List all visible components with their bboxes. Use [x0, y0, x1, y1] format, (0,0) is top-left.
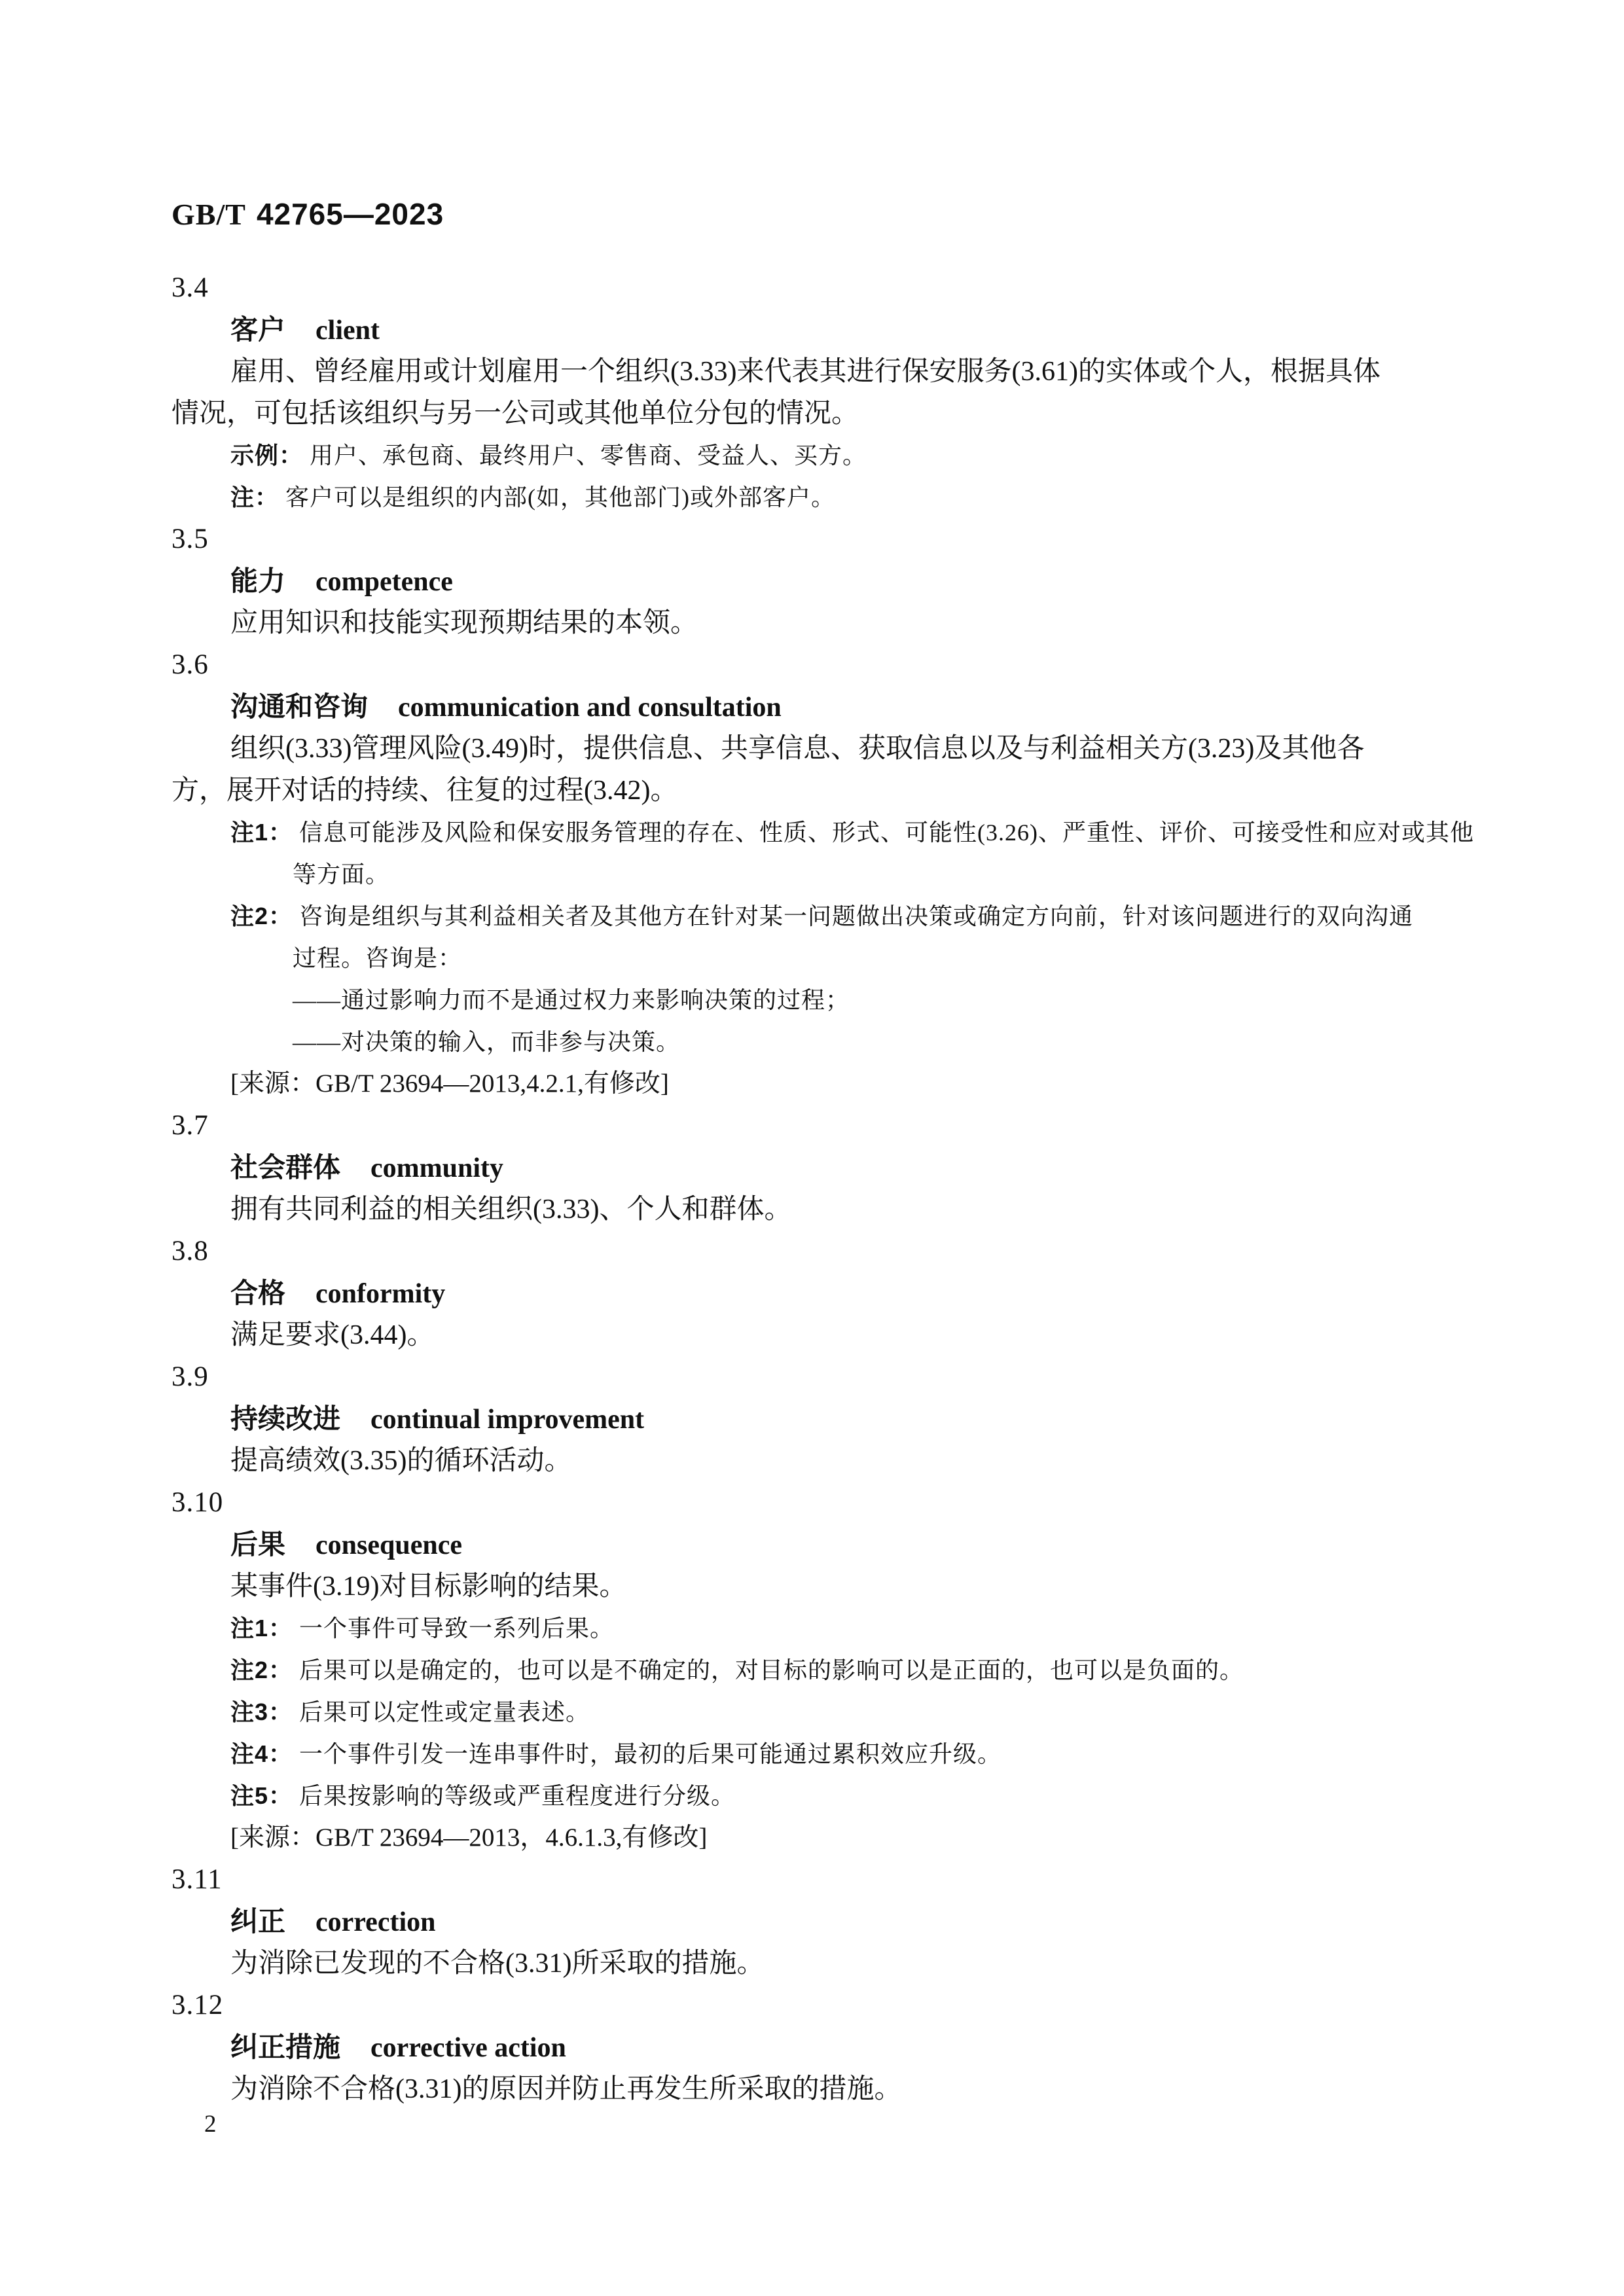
section-number: 3.4 [171, 272, 209, 303]
note-label: 注： [230, 484, 280, 511]
note-text: 信息可能涉及风险和保安服务管理的存在、性质、形式、可能性(3.26)、严重性、评价、可接受性和应对或其他 [299, 819, 1475, 846]
definition-line: 满足要求(3.44)。 [230, 1320, 435, 1350]
term-en: communication and consultation [398, 692, 782, 723]
definition-line: 雇用、曾经雇用或计划雇用一个组织(3.33)来代表其进行保安服务(3.61)的实体或个人，根据具体 [230, 357, 1380, 387]
term-line [171, 1147, 1443, 1189]
note-text: 后果按影响的等级或严重程度进行分级。 [299, 1783, 736, 1809]
term-zh: 社会群体 [230, 1152, 341, 1183]
note-line [171, 895, 1443, 937]
document-code-prefix: GB/T [171, 198, 246, 231]
page-number: 2 [204, 2111, 217, 2138]
section-number: 3.6 [171, 649, 209, 680]
note-text: 客户可以是组织的内部(如，其他部门)或外部客户。 [285, 484, 835, 511]
term-en: community [370, 1153, 504, 1183]
term-en: client [316, 315, 380, 346]
term-en: corrective action [370, 2033, 566, 2063]
definition-line: 为消除已发现的不合格(3.31)所采取的措施。 [230, 1948, 765, 1979]
note-text: 咨询是组织与其利益相关者及其他方在针对某一问题做出决策或确定方向前，针对该问题进行的双向沟通 [299, 903, 1414, 929]
document-code [171, 196, 444, 232]
section-number: 3.9 [171, 1361, 209, 1392]
note-label: 注3： [230, 1698, 293, 1725]
note-text: 一个事件可导致一系列后果。 [299, 1615, 615, 1641]
definition-line: 组织(3.33)管理风险(3.49)时，提供信息、共享信息、获取信息以及与利益相关方(3.23)及其他各 [230, 734, 1365, 764]
note-line [171, 1649, 1443, 1691]
term-line [171, 1272, 1443, 1314]
note-line [171, 435, 1443, 476]
note-text: 后果可以是确定的，也可以是不确定的，对目标的影响可以是正面的，也可以是负面的。 [299, 1657, 1244, 1683]
term-en: correction [316, 1907, 436, 1937]
dash-list-item: ——对决策的输入，而非参与决策。 [293, 1029, 681, 1055]
note-line [171, 1607, 1443, 1649]
note-text: 一个事件引发一连串事件时，最初的后果可能通过累积效应升级。 [299, 1741, 1002, 1767]
content [171, 267, 1475, 2110]
note-label: 注1： [230, 1615, 293, 1641]
note-label: 注5： [230, 1782, 293, 1809]
definition-line-continued: 情况，可包括该组织与另一公司或其他单位分包的情况。 [171, 399, 859, 429]
source-line: [来源：GB/T 23694—2013，4.6.1.3,有修改] [230, 1823, 708, 1852]
term-en: continual improvement [370, 1405, 645, 1435]
note-label: 示例： [230, 442, 304, 469]
term-zh: 能力 [230, 565, 286, 596]
section-number: 3.12 [171, 1990, 224, 2020]
term-line [171, 686, 1443, 728]
note-line [171, 1733, 1443, 1775]
source-line: [来源：GB/T 23694—2013,4.2.1,有修改] [230, 1069, 669, 1098]
definition-line: 为消除不合格(3.31)的原因并防止再发生所采取的措施。 [230, 2074, 902, 2104]
term-zh: 沟通和咨询 [230, 691, 369, 722]
term-zh: 客户 [230, 314, 286, 345]
definition-line: 应用知识和技能实现预期结果的本领。 [230, 608, 698, 638]
term-zh: 合格 [230, 1278, 286, 1308]
note-line-continued: 等方面。 [293, 861, 390, 888]
note-line [171, 1691, 1443, 1733]
note-line [171, 1775, 1443, 1817]
dash-list-item: ——通过影响力而不是通过权力来影响决策的过程； [293, 987, 850, 1013]
term-line [171, 1901, 1443, 1943]
section-number: 3.5 [171, 524, 209, 554]
term-en: competence [316, 567, 453, 597]
note-line-continued: 过程。咨询是： [293, 945, 463, 971]
term-zh: 纠正 [230, 1906, 286, 1937]
term-line [171, 560, 1443, 602]
note-text: 后果可以定性或定量表述。 [299, 1699, 590, 1725]
term-zh: 纠正措施 [230, 2032, 341, 2062]
section-number: 3.7 [171, 1110, 209, 1141]
definition-line: 某事件(3.19)对目标影响的结果。 [230, 1571, 627, 1602]
note-label: 注2： [230, 903, 293, 929]
term-zh: 持续改进 [230, 1403, 341, 1434]
section-number: 3.10 [171, 1487, 224, 1518]
term-zh: 后果 [230, 1529, 286, 1560]
note-text: 用户、承包商、最终用户、零售商、受益人、买方。 [310, 442, 867, 469]
term-en: conformity [316, 1279, 446, 1309]
definition-line: 提高绩效(3.35)的循环活动。 [230, 1446, 572, 1476]
term-en: consequence [316, 1530, 463, 1560]
section-number: 3.11 [171, 1864, 223, 1895]
term-line [171, 1524, 1443, 1566]
note-label: 注1： [230, 819, 293, 846]
definition-line-continued: 方，展开对话的持续、往复的过程(3.42)。 [171, 776, 678, 806]
document-code-number: 42765—2023 [256, 197, 444, 231]
note-line [171, 476, 1443, 518]
definition-line: 拥有共同利益的相关组织(3.33)、个人和群体。 [230, 1194, 792, 1225]
section-number: 3.8 [171, 1236, 209, 1266]
term-line [171, 309, 1443, 351]
term-line [171, 2026, 1443, 2068]
note-label: 注2： [230, 1657, 293, 1683]
note-line [171, 812, 1475, 853]
term-line [171, 1398, 1443, 1440]
note-label: 注4： [230, 1740, 293, 1767]
